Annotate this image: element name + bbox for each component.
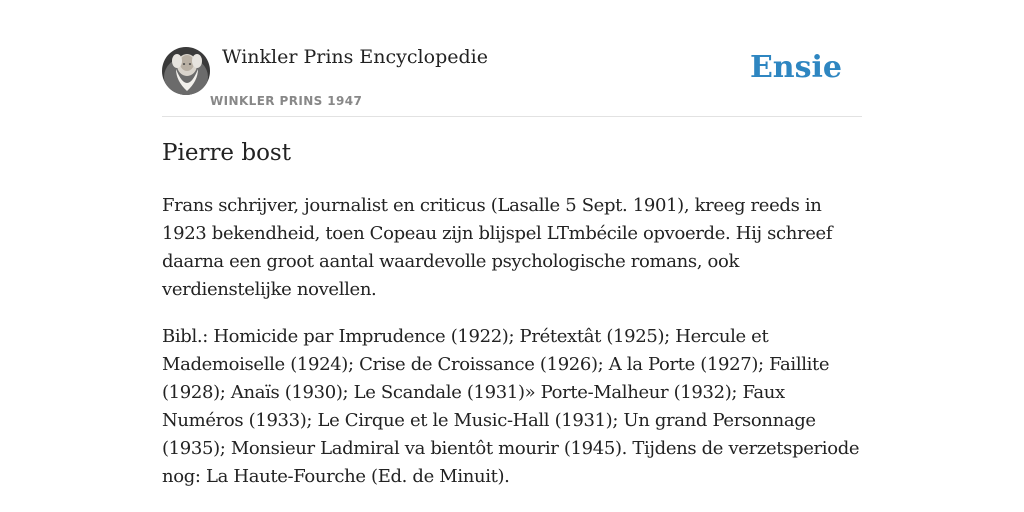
article-body <box>162 192 862 510</box>
article-title: Pierre bost <box>162 140 291 166</box>
page-container <box>162 0 862 487</box>
source-subtitle: WINKLER PRINS 1947 <box>210 94 363 108</box>
article-paragraph: Bibl.: Homicide par Imprudence (1922); Prétextât (1925); Hercule et Mademoiselle (1924); Crise de Croissance (1926); A la Porte (1927); Faillite (1928); Anaïs (1930); Le Scandale (1931)» Porte-Malheur (1932); Faux Numéros (1933); Le Cirque et le Music-Hall (1931); Un grand Personnage (1935); Monsieur Ladmiral va bientôt mourir (1945). Tijdens de verzetsperiode nog: La Haute-Fourche (Ed. de Minuit). <box>162 326 860 487</box>
ensie-logo-link[interactable]: Ensie <box>749 50 842 85</box>
article-paragraph: Frans schrijver, journalist en criticus (Lasalle 5 Sept. 1901), kreeg reeds in 1923 bekendheid, toen Copeau zijn blijspel LTmbécile opvoerde. Hij schreef daarna een groot aantal waardevolle psychologische romans, ook verdienstelijke novellen. <box>162 195 833 300</box>
source-header <box>162 0 862 117</box>
avatar[interactable] <box>162 47 210 95</box>
bearded-man-portrait-icon <box>162 47 210 95</box>
source-name[interactable]: Winkler Prins Encyclopedie <box>222 46 488 68</box>
